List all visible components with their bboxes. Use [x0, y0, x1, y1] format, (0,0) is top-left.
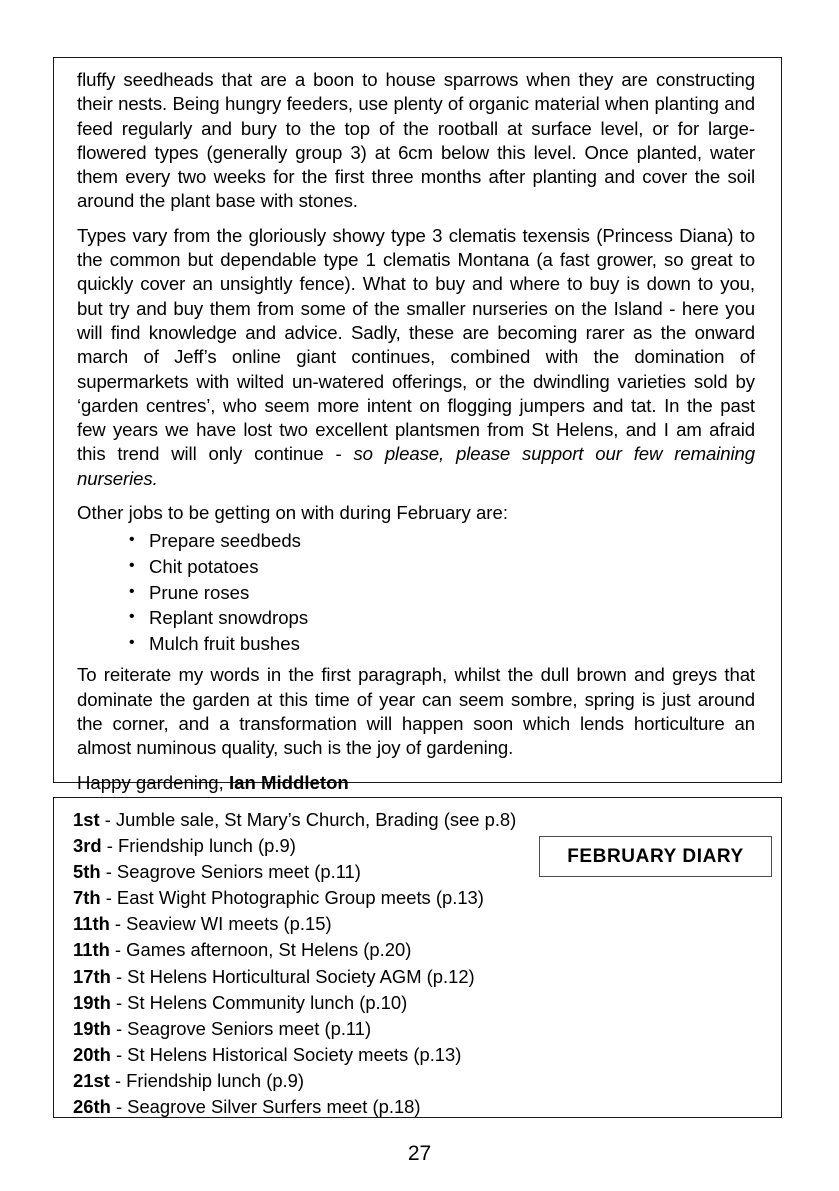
diary-entry-day: 17th: [73, 965, 111, 987]
article-paragraph-1: fluffy seedheads that are a boon to house sparrows when they are constructing their nests. Being hungry feeders, use plenty of organic material when planting and feed regularly and bury to the top of the rootball at surface level, or for large-flowered types (generally group 3) at 6cm below this level. Once planted, water them every two weeks for the first three months after planting and cover the soil around the plant base with stones.: [77, 69, 755, 212]
diary-title-text: FEBRUARY DIARY: [567, 845, 744, 867]
diary-entry-list: [73, 807, 767, 1120]
diary-entry-day: 3rd: [73, 835, 102, 857]
article-paragraph-2: [77, 224, 755, 491]
list-item: [73, 1068, 767, 1094]
article-paragraph-2-italic: so please, please support our few remaining nurseries.: [77, 443, 755, 489]
article-closing-paragraph: To reiterate my words in the first paragraph, whilst the dull brown and greys that dominate the garden at this time of year can seem sombre, spring is just around the corner, and a transformation will happen soon which lends horticulture an almost numinous quality, such is the joy of gardening.: [77, 664, 755, 759]
diary-entry-event: - Seagrove Silver Surfers meet (p.18): [110, 1096, 421, 1118]
article-signoff: [77, 771, 755, 795]
diary-entry-day: 20th: [73, 1043, 111, 1065]
list-item: [73, 911, 767, 937]
diary-entry-day: 11th: [73, 939, 110, 961]
diary-entry-day: 26th: [73, 1096, 111, 1118]
list-item: [73, 964, 767, 990]
list-item: [73, 937, 767, 963]
jobs-list-lead-in: Other jobs to be getting on with during February are:: [77, 502, 508, 524]
diary-entry-event: - Seaview WI meets (p.15): [109, 913, 332, 935]
diary-entry-event: - St Helens Community lunch (p.10): [110, 991, 408, 1013]
diary-entry-event: - East Wight Photographic Group meets (p.13): [100, 887, 484, 909]
signoff-author: Ian Middleton: [228, 771, 349, 793]
list-item: [73, 1042, 767, 1068]
page-number: 27: [407, 1142, 432, 1165]
list-item: • Prepare seedbeds: [77, 528, 755, 554]
article-paragraph-2-plain: Types vary from the gloriously showy type 3 clematis texensis (Princess Diana) to the common but dependable type 1 clematis Montana (a fast grower, so great to quickly cover an unsightly fence). What to buy and where to buy is down to you, but try and buy them from some of the smaller nurseries on the Island - here you will find knowledge and advice. Sadly, these are becoming rarer as the onward march of Jeff’s online giant continues, combined with the domination of supermarkets with wilted un-watered offerings, or the dwindling varieties sold by ‘garden centres’, who seem more intent on flogging jumpers and tat. In the past few years we have lost two excellent plantsmen from St Helens, and I am afraid this trend will only continue -: [77, 224, 755, 465]
list-item: [73, 807, 767, 833]
diary-entry-day: 19th: [73, 1017, 111, 1039]
list-item: [73, 885, 767, 911]
list-item: [73, 1094, 767, 1120]
list-item: • Prune roses: [77, 580, 755, 606]
february-diary-box: [53, 797, 782, 1118]
diary-entry-day: 11th: [73, 913, 110, 935]
diary-entry-day: 1st: [73, 809, 100, 830]
diary-entry-event: - Seagrove Seniors meet (p.11): [110, 1017, 372, 1039]
diary-entry-day: 5th: [73, 861, 101, 883]
list-item: [73, 1016, 767, 1042]
signoff-greeting: Happy gardening,: [77, 771, 229, 793]
list-item: [73, 990, 767, 1016]
list-item: • Chit potatoes: [77, 554, 755, 580]
diary-entry-event: - Friendship lunch (p.9): [101, 835, 296, 857]
diary-entry-event: - Games afternoon, St Helens (p.20): [109, 939, 412, 961]
list-item: [73, 833, 767, 859]
diary-entry-event: - Jumble sale, St Mary’s Church, Brading (see p.8): [99, 809, 517, 830]
diary-entry-event: - St Helens Horticultural Society AGM (p.12): [110, 965, 475, 987]
list-item: • Mulch fruit bushes: [77, 631, 755, 657]
diary-entry-day: 19th: [73, 991, 111, 1013]
list-item: • Replant snowdrops: [77, 605, 755, 631]
article-body-box: [53, 57, 782, 793]
diary-entry-event: - Seagrove Seniors meet (p.11): [100, 861, 361, 883]
diary-entry-event: - St Helens Historical Society meets (p.13): [110, 1043, 462, 1065]
diary-entry-event: - Friendship lunch (p.9): [109, 1069, 305, 1091]
diary-entry-day: 21st: [73, 1069, 110, 1091]
jobs-list: [77, 528, 755, 656]
diary-entry-day: 7th: [73, 887, 101, 909]
list-item: [73, 859, 767, 885]
